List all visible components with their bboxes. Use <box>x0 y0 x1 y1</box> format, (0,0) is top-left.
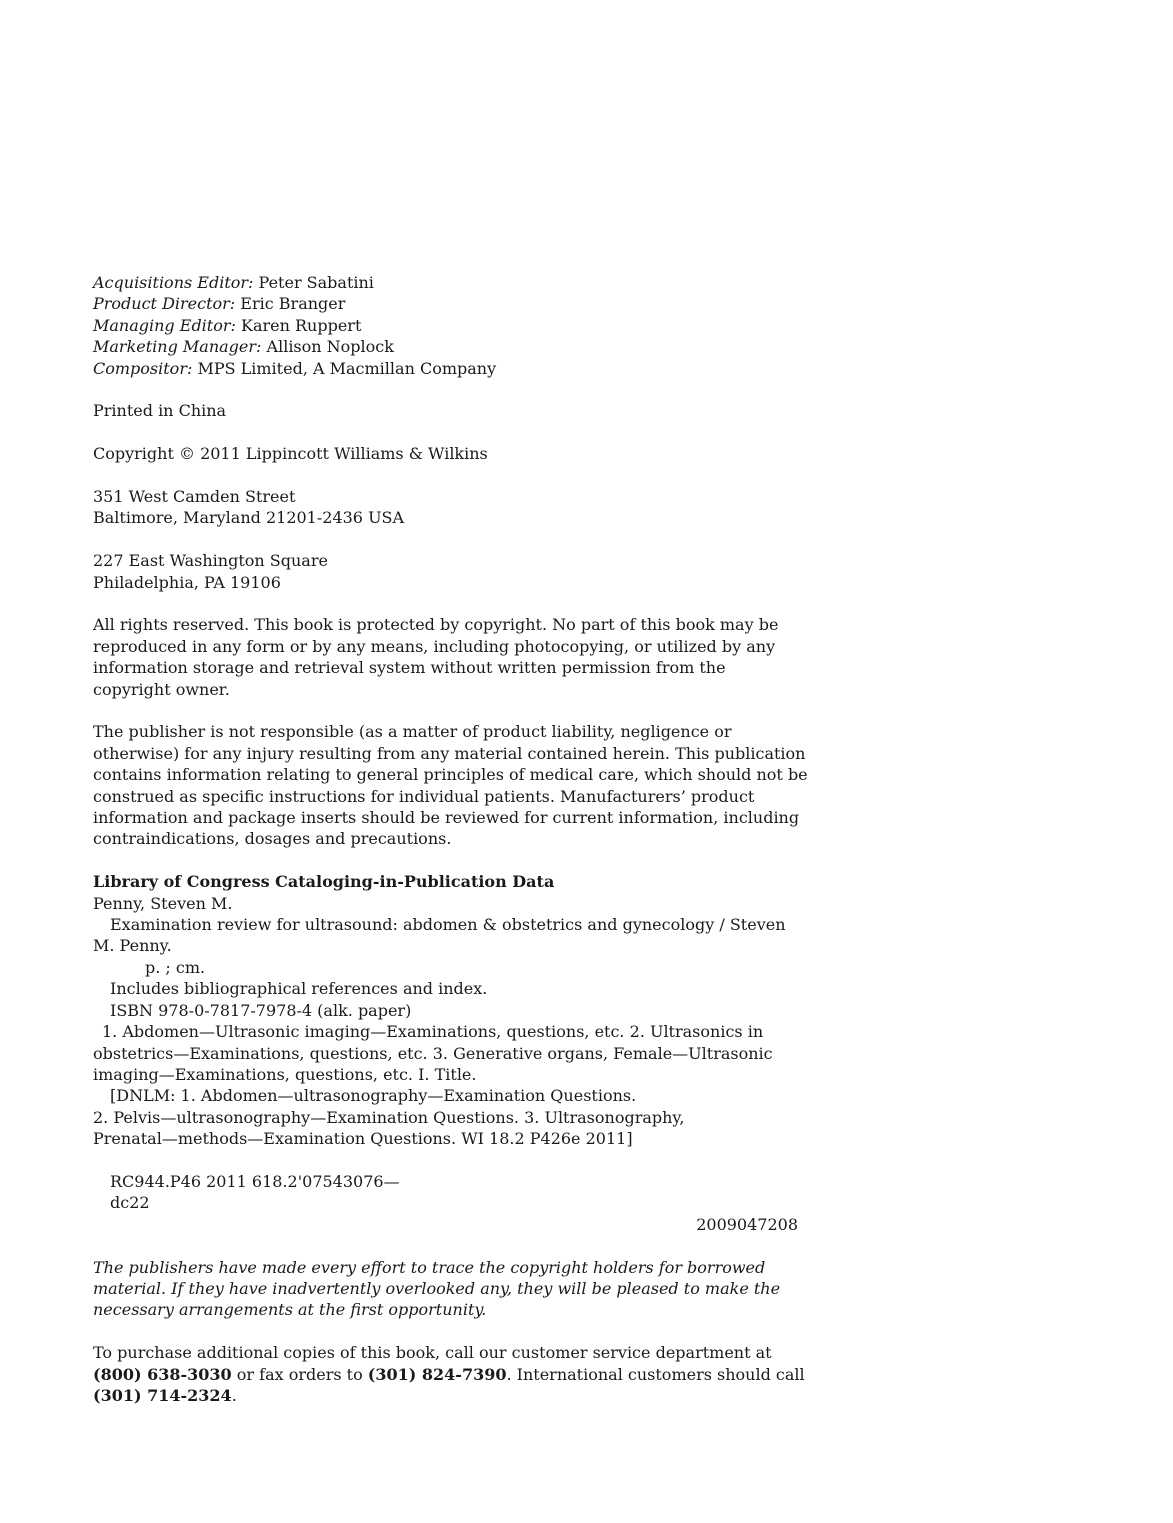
cip-dnlm-cont: Prenatal—methods—Examination Questions. WI 18.2 P426e 2011] <box>93 1129 633 1149</box>
disclaimer-paragraph: The publisher is not responsible (as a matter of product liability, negligence or otherwise) for any injury resulting from any material contained herein. This publication contains information relating to general principles of medical care, which should not be construed as specific instructions for individual patients. Manufacturers’ product information and package inserts should be reviewed for current information, including contraindications, dosages and precautions. <box>93 722 808 849</box>
international-phone: (301) 714-2324 <box>93 1385 232 1405</box>
cip-subjects-cont: obstetrics—Examinations, questions, etc. 3. Generative organs, Female—Ultrasonic <box>93 1043 773 1063</box>
cip-dnlm-cont: 2. Pelvis—ultrasonography—Examination Questions. 3. Ultrasonography, <box>93 1107 685 1127</box>
purchase-paragraph: To purchase additional copies of this book, call our customer service department at (800) 638-3030 or fax orders to (301) 824-7390. International customers should call (301) 714-2324. <box>93 1343 805 1405</box>
credit-line: Product Director: Eric Branger <box>93 294 346 314</box>
credit-line: Marketing Manager: Allison Noplock <box>93 337 394 357</box>
cip-author: Penny, Steven M. <box>93 893 233 913</box>
copyright-page <box>93 272 813 1406</box>
credits-block <box>93 272 813 379</box>
cip-heading: Library of Congress Cataloging-in-Publication Data <box>93 872 555 892</box>
rights-paragraph: All rights reserved. This book is protected by copyright. No part of this book may be reproduced in any form or by any means, including photocopying, or utilized by any information storage and retrieval system without written permission from the copyright owner. <box>93 615 779 699</box>
cip-pages: p. ; cm. <box>145 957 206 977</box>
cip-title-cont: M. Penny. <box>93 936 172 956</box>
cip-subjects-cont: imaging—Examinations, questions, etc. I. Title. <box>93 1064 477 1084</box>
credit-line: Acquisitions Editor: Peter Sabatini <box>93 273 374 292</box>
address-baltimore: 351 West Camden Street Baltimore, Maryland 21201-2436 USA <box>93 487 405 528</box>
credit-line: Compositor: MPS Limited, A Macmillan Company <box>93 358 497 378</box>
cip-includes: Includes bibliographical references and index. <box>110 979 488 999</box>
cip-title: Examination review for ultrasound: abdomen & obstetrics and gynecology / Steven <box>110 915 786 935</box>
cip-dnlm: [DNLM: 1. Abdomen—ultrasonography—Examination Questions. <box>110 1086 637 1106</box>
copyright-line: Copyright © 2011 Lippincott Williams & Wilkins <box>93 444 488 464</box>
cip-lccn: 2009047208 <box>696 1214 798 1234</box>
notice-paragraph: The publishers have made every effort to trace the copyright holders for borrowed material. If they have inadvertently overlooked any, they will be pleased to make the necessary arrangements at the first opportunity. <box>93 1257 781 1320</box>
cip-isbn: ISBN 978-0-7817-7978-4 (alk. paper) <box>110 1000 412 1020</box>
cip-classification-cont: dc22 <box>110 1193 150 1213</box>
cip-block <box>93 871 813 1235</box>
cip-subjects: 1. Abdomen—Ultrasonic imaging—Examinations, questions, etc. 2. Ultrasonics in <box>102 1022 764 1042</box>
printed-in: Printed in China <box>93 401 227 421</box>
address-philadelphia: 227 East Washington Square Philadelphia, PA 19106 <box>93 551 328 592</box>
credit-line: Managing Editor: Karen Ruppert <box>93 315 362 335</box>
customer-service-phone: (800) 638-3030 <box>93 1364 232 1384</box>
cip-classification: RC944.P46 2011 618.2'07543076— <box>110 1171 400 1191</box>
fax-number: (301) 824-7390 <box>367 1364 507 1384</box>
